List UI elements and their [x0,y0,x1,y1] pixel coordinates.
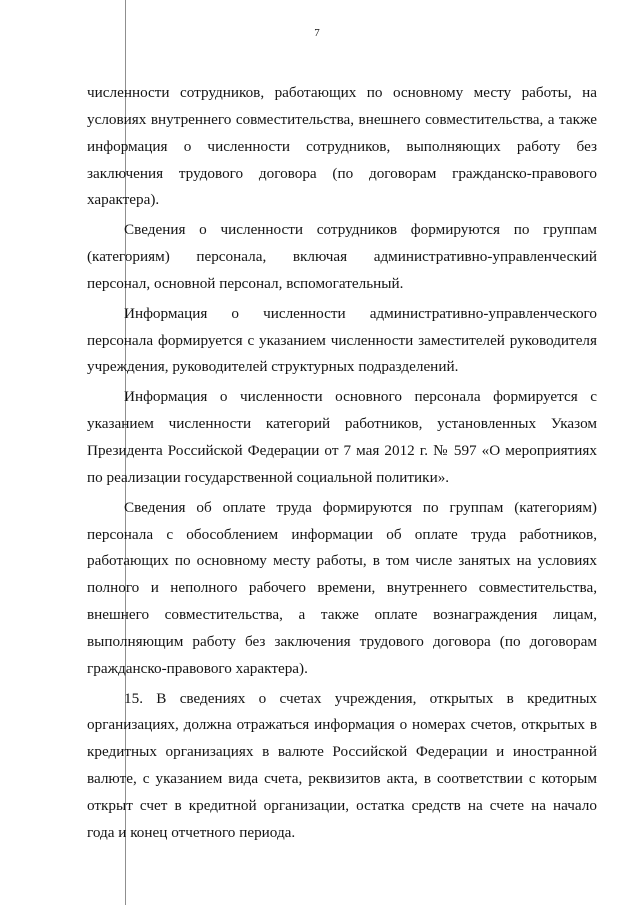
paragraph-staff-groups [87,217,597,298]
text-line: валюте, с указанием вида счета, реквизитов акта, в соответствии с которым [87,770,597,788]
paragraph-section-15-accounts [87,686,597,847]
text-line: Сведения о численности сотрудников формируются по группам [124,221,597,239]
text-line: внешнего совместительства, а также оплате вознаграждения лицам, [87,606,597,624]
text-line: Информация о численности административно-управленческого [124,304,597,322]
text-line: заключения трудового договора (по договорам гражданско-правового [87,164,597,182]
text-line: персонала формируется с указанием численности заместителей руководителя [87,331,597,349]
text-line: гражданско-правового характера). [87,659,308,677]
text-line: информация о численности сотрудников, выполняющих работу без [87,137,597,155]
text-line: работающих по основному месту работы, в том числе занятых на условиях [87,552,597,570]
text-line: организациях, должна отражаться информация о номерах счетов, открытых в [87,716,597,734]
text-line: (категориям) персонала, включая административно-управленческий [87,248,597,266]
text-line: численности сотрудников, работающих по основному месту работы, на [87,84,597,101]
text-line: персонала с обособлением информации об оплате труда работников, [87,525,597,543]
text-line: открыт счет в кредитной организации, остатка средств на счете на начало [87,796,597,814]
text-line: по реализации государственной социальной политики». [87,468,450,486]
paragraph-staff-count-continuation [87,80,597,214]
text-line: выполняющим работу без заключения трудового договора (по договорам [87,632,597,650]
text-line: указанием численности категорий работников, установленных Указом [87,415,597,433]
paragraph-admin-staff [87,301,597,382]
text-line: персонал, основной персонал, вспомогательный. [87,274,404,292]
text-line: полного и неполного рабочего времени, внутреннего совместительства, [87,579,597,597]
text-line: Сведения об оплате труда формируются по группам (категориям) [124,498,597,516]
page-number: 7 [314,27,320,39]
text-line: года и конец отчетного периода. [87,823,296,841]
body-text [87,80,597,847]
text-line: Информация о численности основного персонала формируется с [124,388,597,406]
text-line: Президента Российской Федерации от 7 мая 2012 г. № 597 «О мероприятиях [87,441,597,459]
text-line: условиях внутреннего совместительства, внешнего совместительства, а также [87,110,597,128]
text-line: 15. В сведениях о счетах учреждения, открытых в кредитных [124,689,597,707]
text-line: кредитных организациях в валюте Российской Федерации и иностранной [87,743,597,761]
text-line: характера). [87,191,160,209]
text-line: учреждения, руководителей структурных подразделений. [87,358,459,376]
paragraph-payroll [87,495,597,683]
paragraph-main-staff [87,384,597,491]
